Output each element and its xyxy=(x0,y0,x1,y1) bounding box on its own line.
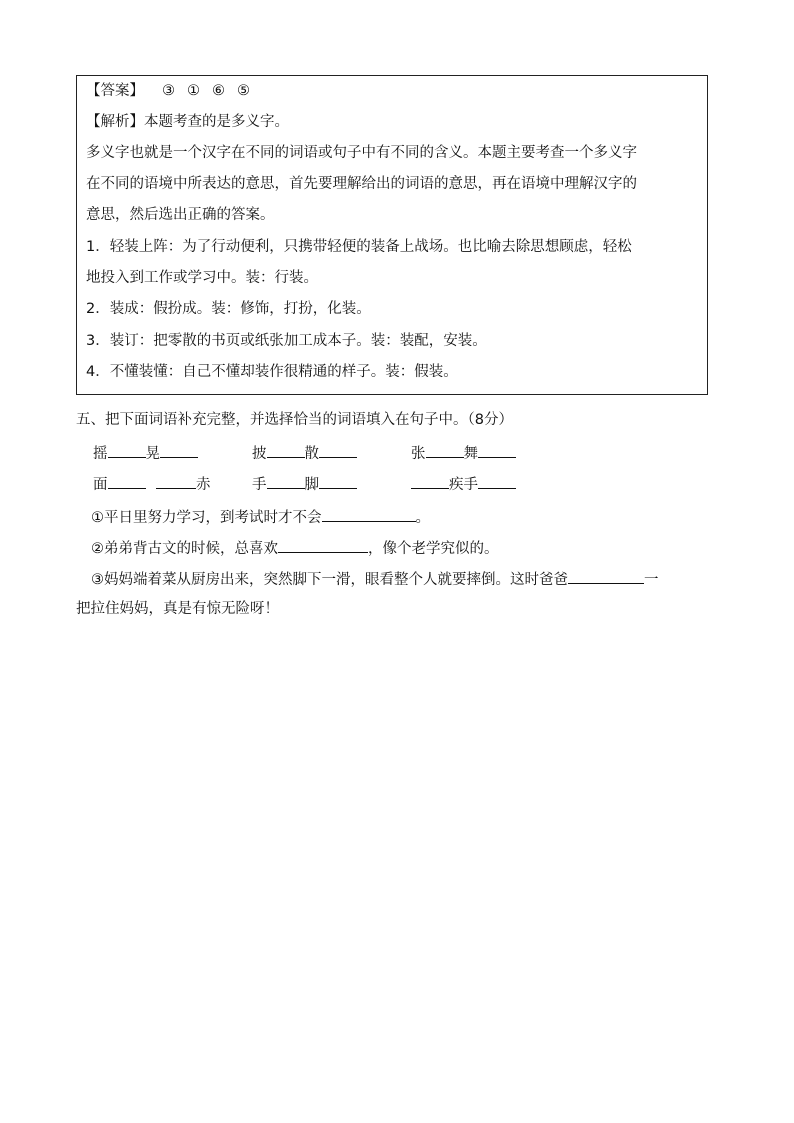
idiom-item: 赤 xyxy=(156,473,211,495)
question-3: ③妈妈端着菜从厨房出来，突然脚下一滑，眼看整个人就要摔倒。这时爸爸 一 xyxy=(91,568,659,590)
idiom-item: 面 xyxy=(93,473,146,495)
analysis-tag: 【解析】 xyxy=(86,114,144,130)
answer-item: ① xyxy=(187,83,200,99)
analysis-point: 地投入到工作或学习中。装：行装。 xyxy=(86,270,318,286)
question-3-continued: 把拉住妈妈，真是有惊无险呀！ xyxy=(76,601,279,617)
idiom-item: 手 脚 xyxy=(252,473,357,495)
idiom-row-1 xyxy=(0,442,794,462)
fill-blank[interactable] xyxy=(267,442,305,458)
idiom-item: 披 散 xyxy=(252,442,357,464)
analysis-point: 2．装成：假扮成。装：修饰，打扮，化装。 xyxy=(86,301,371,317)
fill-blank[interactable] xyxy=(426,442,464,458)
fill-blank[interactable] xyxy=(108,473,146,489)
analysis-intro: 本题考查的是多义字。 xyxy=(144,114,289,130)
analysis-point: 3．装订：把零散的书页或纸张加工成本子。装：装配，安装。 xyxy=(86,333,487,349)
question-1: ①平日里努力学习，到考试时才不会 。 xyxy=(91,506,430,528)
fill-blank[interactable] xyxy=(322,506,416,522)
section-title: 五、把下面词语补充完整，并选择恰当的词语填入在句子中。（8分） xyxy=(76,412,513,428)
idiom-item: 摇 晃 xyxy=(93,442,198,464)
analysis-para-line: 意思，然后选出正确的答案。 xyxy=(86,207,275,223)
fill-blank[interactable] xyxy=(478,442,516,458)
analysis-para-line: 在不同的语境中所表达的意思，首先要理解给出的词语的意思，再在语境中理解汉字的 xyxy=(86,176,637,192)
idiom-row-2 xyxy=(0,473,794,493)
fill-blank[interactable] xyxy=(478,473,516,489)
fill-blank[interactable] xyxy=(568,568,644,584)
analysis-heading xyxy=(86,112,289,132)
analysis-para-line: 多义字也就是一个汉字在不同的词语或句子中有不同的含义。本题主要考查一个多义字 xyxy=(86,145,637,161)
fill-blank[interactable] xyxy=(319,442,357,458)
fill-blank[interactable] xyxy=(267,473,305,489)
answer-tag: 【答案】 xyxy=(86,83,144,99)
answer-item: ③ xyxy=(162,83,175,99)
question-2: ②弟弟背古文的时候，总喜欢 ，像个老学究似的。 xyxy=(91,537,499,559)
answer-item: ⑥ xyxy=(212,83,225,99)
answer-item: ⑤ xyxy=(237,83,250,99)
fill-blank[interactable] xyxy=(160,442,198,458)
fill-blank[interactable] xyxy=(278,537,368,553)
analysis-point: 4．不懂装懂：自己不懂却装作很精通的样子。装：假装。 xyxy=(86,364,458,380)
fill-blank[interactable] xyxy=(319,473,357,489)
fill-blank[interactable] xyxy=(411,473,449,489)
answer-line xyxy=(86,81,262,101)
idiom-item: 疾手 xyxy=(411,473,516,495)
idiom-item: 张 舞 xyxy=(411,442,516,464)
fill-blank[interactable] xyxy=(156,473,196,489)
analysis-point: 1．轻装上阵：为了行动便利，只携带轻便的装备上战场。也比喻去除思想顾虑，轻松 xyxy=(86,239,632,255)
fill-blank[interactable] xyxy=(108,442,146,458)
